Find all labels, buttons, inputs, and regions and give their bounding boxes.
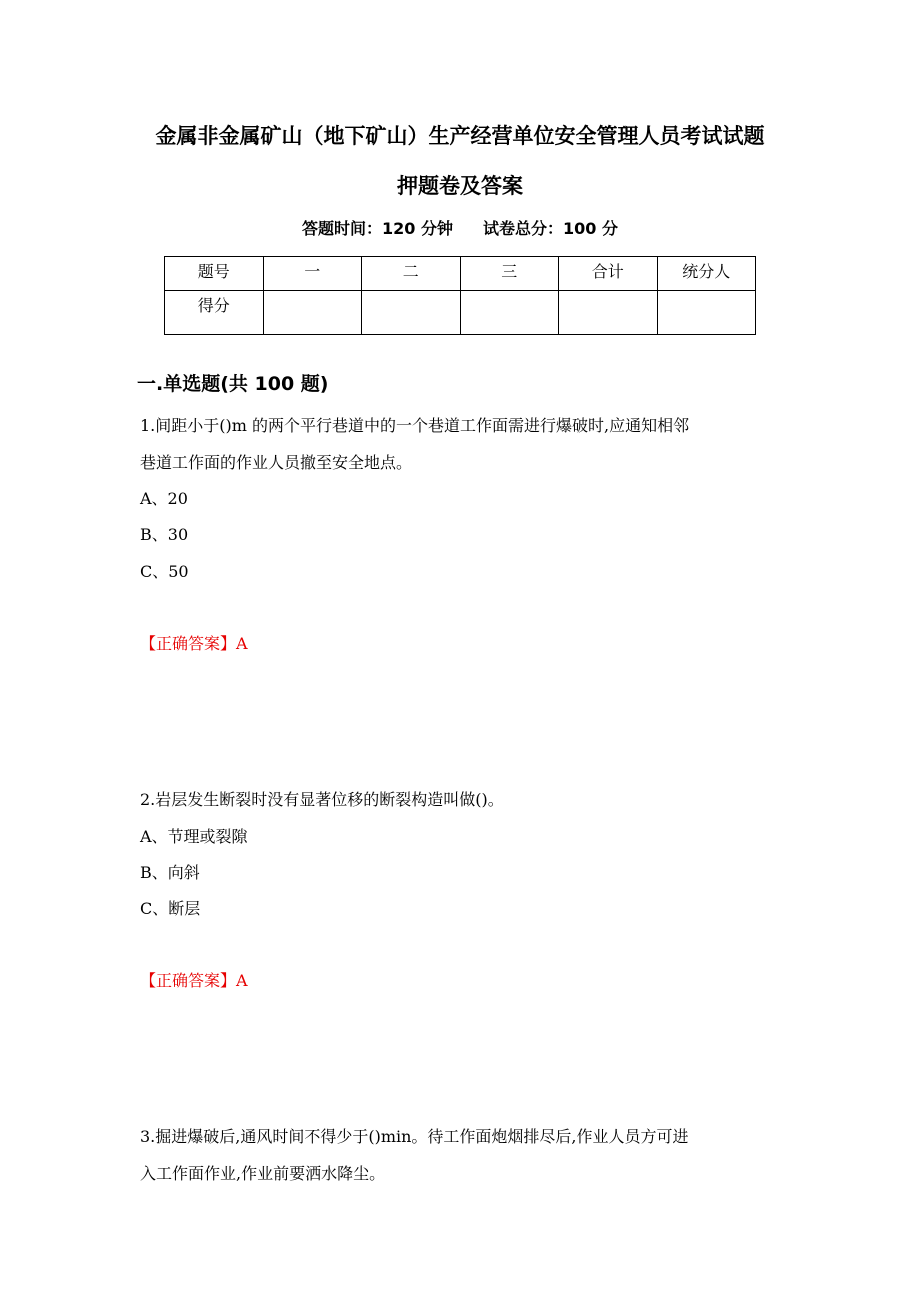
question-1-text-line-1: 1.间距小于()m 的两个平行巷道中的一个巷道工作面需进行爆破时,应通知相邻 xyxy=(140,416,690,435)
exam-total-score: 试卷总分：100 分 xyxy=(483,219,618,238)
question-2-option-c: C、断层 xyxy=(140,899,201,918)
document-title-line-1: 金属非金属矿山（地下矿山）生产经营单位安全管理人员考试试题 xyxy=(155,124,765,148)
score-cell xyxy=(460,291,559,335)
section-title: 一.单选题(共 100 题) xyxy=(137,373,329,395)
question-3-text-line-1: 3.掘进爆破后,通风时间不得少于()min。待工作面炮烟排尽后,作业人员方可进 xyxy=(140,1127,689,1146)
exam-time: 答题时间：120 分钟 xyxy=(302,219,453,238)
score-table-header: 一 xyxy=(263,257,362,291)
score-table-score-row xyxy=(165,291,756,335)
score-table xyxy=(164,256,756,335)
question-2-answer: 【正确答案】A xyxy=(140,971,248,990)
question-1-option-c: C、50 xyxy=(140,562,189,581)
question-2-option-a: A、节理或裂隙 xyxy=(140,827,248,846)
document-title-line-2: 押题卷及答案 xyxy=(397,174,523,198)
score-cell xyxy=(657,291,756,335)
score-table-header: 统分人 xyxy=(657,257,756,291)
score-table-header: 题号 xyxy=(165,257,264,291)
score-table-header: 二 xyxy=(362,257,461,291)
score-row-label: 得分 xyxy=(165,291,264,335)
question-1-answer: 【正确答案】A xyxy=(140,634,248,653)
score-table-header: 合计 xyxy=(559,257,658,291)
score-table-header: 三 xyxy=(460,257,559,291)
question-1-option-b: B、30 xyxy=(140,525,189,544)
question-1-option-a: A、20 xyxy=(140,489,188,508)
question-2-option-b: B、向斜 xyxy=(140,863,200,882)
score-cell xyxy=(559,291,658,335)
score-cell xyxy=(362,291,461,335)
question-1-text-line-2: 巷道工作面的作业人员撤至安全地点。 xyxy=(140,453,413,472)
question-2-text: 2.岩层发生断裂时没有显著位移的断裂构造叫做()。 xyxy=(140,790,504,809)
question-3-text-line-2: 入工作面作业,作业前要洒水降尘。 xyxy=(140,1164,386,1183)
exam-info xyxy=(0,217,920,241)
score-cell xyxy=(263,291,362,335)
score-table-header-row xyxy=(165,257,756,291)
